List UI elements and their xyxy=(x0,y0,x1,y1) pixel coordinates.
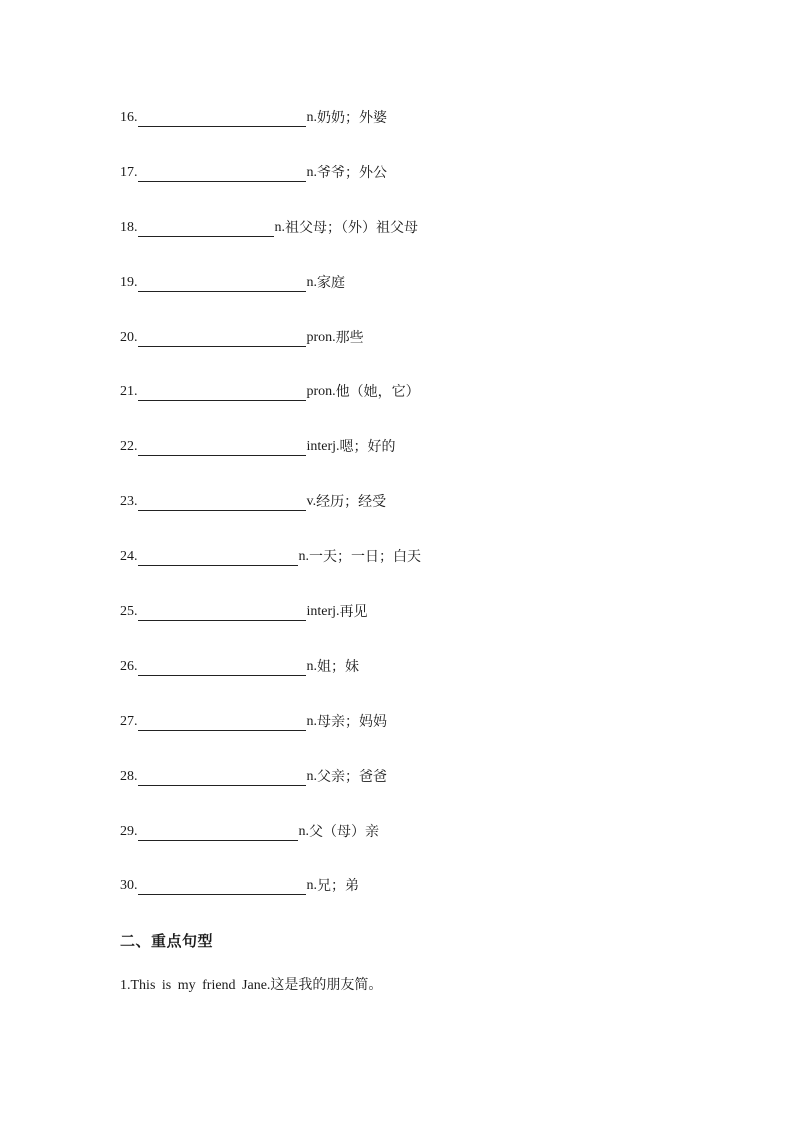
answer-blank[interactable] xyxy=(138,163,306,182)
vocab-meaning: 嗯；好的 xyxy=(339,439,396,456)
answer-blank[interactable] xyxy=(138,437,306,456)
vocab-row xyxy=(120,767,680,822)
part-of-speech: pron. xyxy=(306,329,336,345)
answer-blank[interactable] xyxy=(138,822,298,841)
vocab-number: 23. xyxy=(120,494,138,510)
vocab-meaning: 姐；妹 xyxy=(317,658,359,675)
vocab-meaning: 爷爷；外公 xyxy=(317,164,387,181)
vocab-row xyxy=(120,437,680,492)
vocab-row xyxy=(120,382,680,437)
part-of-speech: n. xyxy=(306,713,317,729)
vocabulary-list xyxy=(120,108,680,931)
vocab-number: 25. xyxy=(120,604,138,620)
section-title: 二、重点句型 xyxy=(120,932,214,950)
vocab-number: 20. xyxy=(120,329,138,345)
vocab-meaning: 兄；弟 xyxy=(317,878,359,895)
vocab-row xyxy=(120,602,680,657)
vocab-meaning: 再见 xyxy=(339,604,368,621)
vocab-row xyxy=(120,163,680,218)
part-of-speech: interj. xyxy=(306,439,340,455)
answer-blank[interactable] xyxy=(138,382,306,401)
vocab-meaning: 父（母）亲 xyxy=(309,823,379,840)
vocab-row xyxy=(120,657,680,712)
sentence-english: 1.This is my friend Jane. xyxy=(120,978,271,993)
part-of-speech: n. xyxy=(306,164,317,180)
vocab-number: 24. xyxy=(120,549,138,565)
vocab-row xyxy=(120,492,680,547)
answer-blank[interactable] xyxy=(138,492,306,511)
vocab-row xyxy=(120,712,680,767)
answer-blank[interactable] xyxy=(138,876,306,895)
vocab-number: 28. xyxy=(120,768,138,784)
vocab-meaning: 父亲；爸爸 xyxy=(317,768,387,785)
part-of-speech: pron. xyxy=(306,384,336,400)
part-of-speech: n. xyxy=(306,878,317,894)
vocab-row xyxy=(120,273,680,328)
part-of-speech: n. xyxy=(298,823,309,839)
answer-blank[interactable] xyxy=(138,273,306,292)
part-of-speech: n. xyxy=(306,110,317,125)
vocab-number: 27. xyxy=(120,713,138,729)
vocab-number: 26. xyxy=(120,658,138,674)
part-of-speech: v. xyxy=(306,494,317,510)
vocab-row xyxy=(120,218,680,273)
sentence-chinese: 这是我的朋友简。 xyxy=(270,977,383,993)
answer-blank[interactable] xyxy=(138,328,306,347)
vocab-row xyxy=(120,876,680,931)
vocab-meaning: 一天；一日；白天 xyxy=(309,549,421,566)
part-of-speech: n. xyxy=(274,219,285,235)
vocab-row xyxy=(120,108,680,163)
vocab-number: 29. xyxy=(120,823,138,839)
vocab-meaning: 祖父母；（外）祖父母 xyxy=(285,219,418,236)
answer-blank[interactable] xyxy=(138,547,298,566)
vocab-number: 21. xyxy=(120,384,138,400)
vocab-number: 17. xyxy=(120,164,138,180)
vocab-number: 30. xyxy=(120,878,138,894)
vocab-meaning: 他（她，它） xyxy=(335,384,420,401)
vocab-number: 16. xyxy=(120,110,138,125)
part-of-speech: n. xyxy=(298,549,309,565)
answer-blank[interactable] xyxy=(138,108,306,127)
vocab-number: 19. xyxy=(120,274,138,290)
vocab-meaning: 那些 xyxy=(335,329,364,346)
vocab-number: 18. xyxy=(120,219,138,235)
vocab-row xyxy=(120,328,680,383)
answer-blank[interactable] xyxy=(138,218,274,237)
vocab-meaning: 奶奶；外婆 xyxy=(317,110,387,126)
key-sentence xyxy=(120,974,382,994)
vocab-row xyxy=(120,822,680,877)
vocab-row xyxy=(120,547,680,602)
part-of-speech: n. xyxy=(306,274,317,290)
part-of-speech: n. xyxy=(306,658,317,674)
vocab-meaning: 母亲；妈妈 xyxy=(317,713,387,730)
answer-blank[interactable] xyxy=(138,602,306,621)
vocab-number: 22. xyxy=(120,439,138,455)
answer-blank[interactable] xyxy=(138,712,306,731)
part-of-speech: n. xyxy=(306,768,317,784)
part-of-speech: interj. xyxy=(306,604,340,620)
answer-blank[interactable] xyxy=(138,657,306,676)
vocab-meaning: 家庭 xyxy=(317,274,345,291)
vocab-meaning: 经历；经受 xyxy=(316,494,387,511)
answer-blank[interactable] xyxy=(138,767,306,786)
